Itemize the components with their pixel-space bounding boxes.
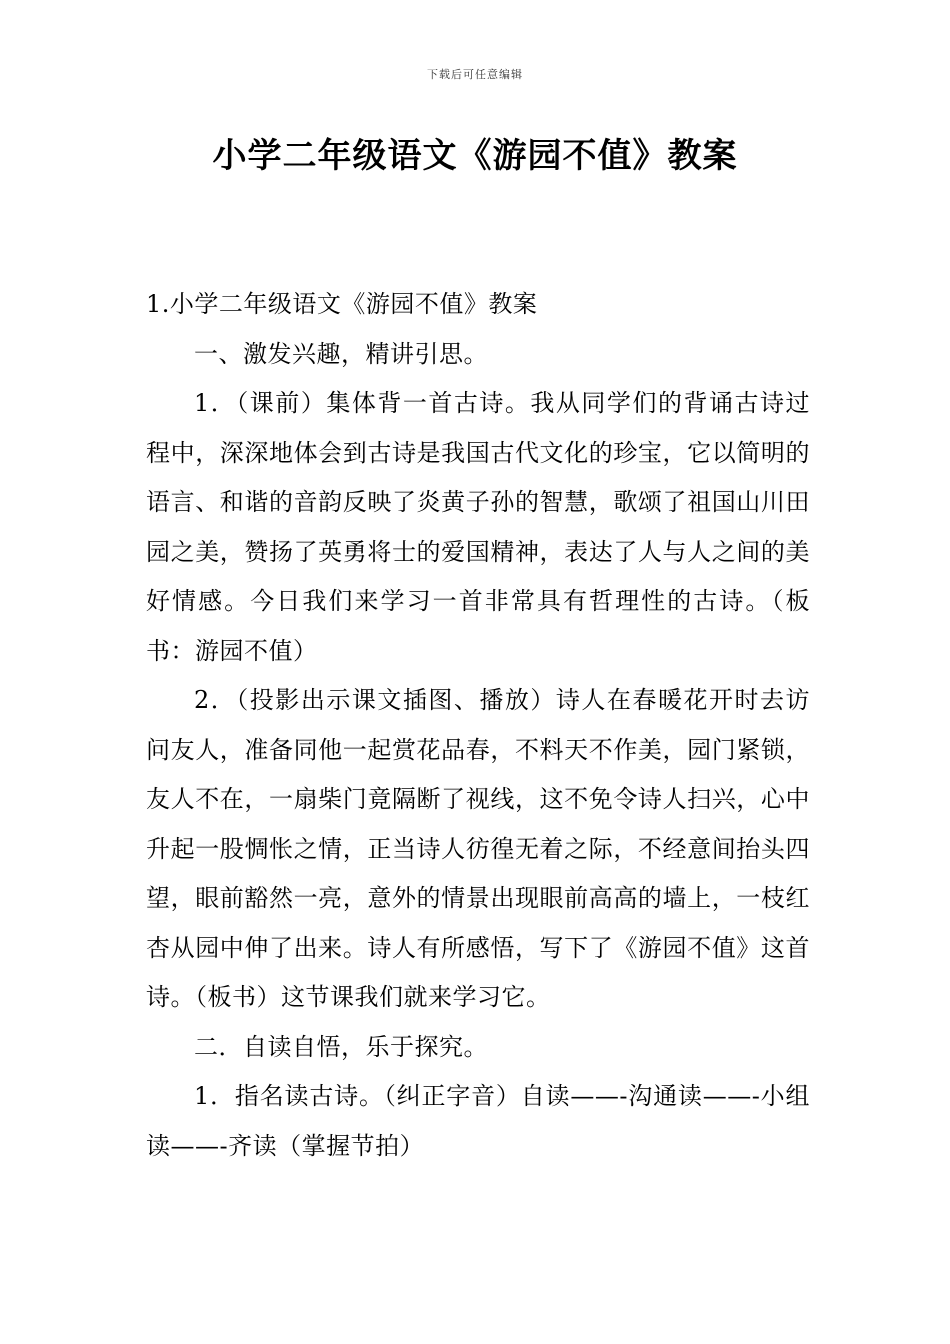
download-note: 下载后可任意编辑	[427, 68, 523, 81]
paragraph-step-1: 1．（课前）集体背一首古诗。我从同学们的背诵古诗过程中，深深地体会到古诗是我国古代文化的珍宝，它以简明的语言、和谐的音韵反映了炎黄子孙的智慧，歌颂了祖国山川田园之美，赞扬了英勇将士的爱国精神，表达了人与人之间的美好情感。今日我们来学习一首非常具有哲理性的古诗。（板书：游园不值）	[146, 389, 810, 665]
section-heading: 1.小学二年级语文《游园不值》教案	[146, 290, 538, 318]
paragraph-reading-step: 1．指名读古诗。（纠正字音）自读——-沟通读——-小组读——-齐读（掌握节拍）	[146, 1082, 810, 1160]
paragraph-step-2: 2．（投影出示课文插图、播放）诗人在春暖花开时去访问友人，准备同他一起赏花品春，不料天不作美，园门紧锁，友人不在，一扇柴门竟隔断了视线，这不免令诗人扫兴，心中升起一股惆怅之情，正当诗人彷徨无着之际，不经意间抬头四望，眼前豁然一亮，意外的情景出现眼前高高的墙上，一枝红杏从园中伸了出来。诗人有所感悟，写下了《游园不值》这首诗。（板书）这节课我们就来学习它。	[146, 686, 810, 1011]
paragraph-part-two-heading: 二．自读自悟，乐于探究。	[194, 1032, 488, 1061]
document-title: 小学二年级语文《游园不值》教案	[212, 136, 738, 176]
paragraph-part-one-heading: 一、激发兴趣，精讲引思。	[194, 339, 488, 368]
document-body	[146, 280, 810, 1171]
